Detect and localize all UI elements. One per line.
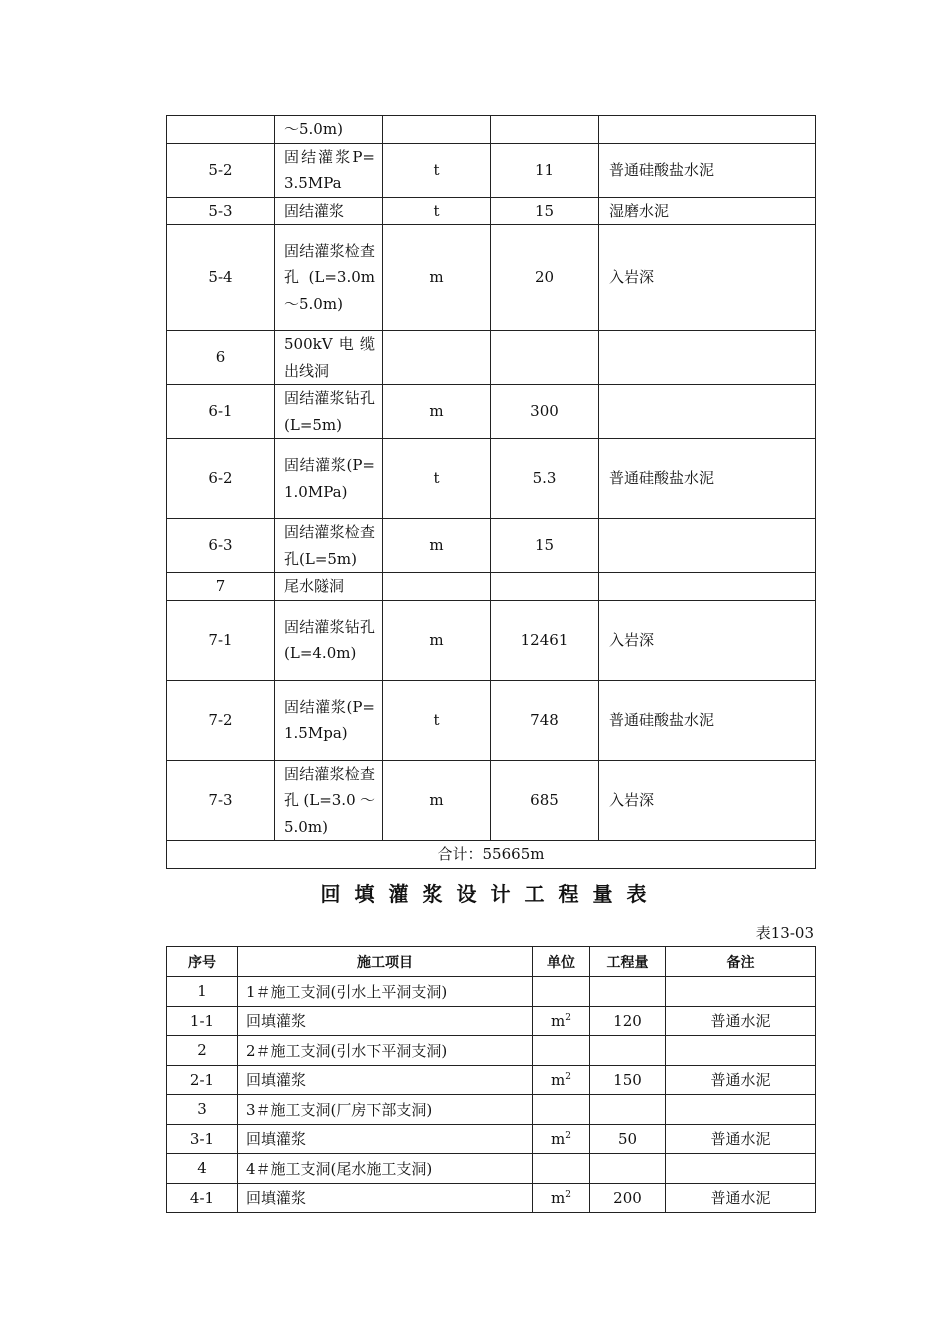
header-item: 施工项目 bbox=[238, 947, 533, 977]
cell-unit bbox=[533, 1036, 590, 1066]
header-no: 序号 bbox=[167, 947, 238, 977]
table-row bbox=[167, 1095, 816, 1125]
cell-no: 7-2 bbox=[167, 680, 275, 760]
cell-unit: m bbox=[383, 600, 491, 680]
unit-exponent: 2 bbox=[565, 1012, 571, 1023]
cell-item: 4＃施工支洞(尾水施工支洞) bbox=[238, 1154, 533, 1184]
cell-item: 回填灌浆 bbox=[238, 1065, 533, 1095]
cell-unit bbox=[533, 1124, 590, 1154]
cell-note bbox=[666, 977, 816, 1007]
table1-body bbox=[167, 116, 816, 869]
cell-item: 回填灌浆 bbox=[238, 1183, 533, 1213]
cell-item: 固结灌浆检查孔(L=3.0m～5.0m) bbox=[275, 225, 383, 331]
cell-item: 固结灌浆检查孔(L=3.0～5.0m) bbox=[275, 760, 383, 841]
unit-base: m bbox=[551, 1188, 566, 1207]
cell-item: 固结灌浆(P=1.0MPa) bbox=[275, 439, 383, 519]
cell-note bbox=[599, 519, 816, 573]
cell-qty: 5.3 bbox=[491, 439, 599, 519]
cell-note: 普通硅酸盐水泥 bbox=[599, 143, 816, 197]
cell-unit bbox=[383, 116, 491, 144]
table-row bbox=[167, 760, 816, 841]
unit-base: m bbox=[551, 1070, 566, 1089]
table-row bbox=[167, 385, 816, 439]
cell-note: 普通硅酸盐水泥 bbox=[599, 439, 816, 519]
cell-qty: 15 bbox=[491, 197, 599, 225]
cell-note: 湿磨水泥 bbox=[599, 197, 816, 225]
cell-unit bbox=[533, 1154, 590, 1184]
cell-note: 普通水泥 bbox=[666, 1006, 816, 1036]
cell-item: 固结灌浆检查孔(L=5m) bbox=[275, 519, 383, 573]
table-row bbox=[167, 439, 816, 519]
cell-item: 固结灌浆P=3.5MPa bbox=[275, 143, 383, 197]
cell-note: 普通水泥 bbox=[666, 1183, 816, 1213]
cell-item: ～5.0m) bbox=[275, 116, 383, 144]
cell-unit bbox=[533, 1006, 590, 1036]
cell-item: 1＃施工支洞(引水上平洞支洞) bbox=[238, 977, 533, 1007]
cell-unit: m bbox=[383, 225, 491, 331]
table-row bbox=[167, 519, 816, 573]
cell-unit: t bbox=[383, 680, 491, 760]
unit-exponent: 2 bbox=[565, 1130, 571, 1141]
table-row bbox=[167, 1006, 816, 1036]
cell-qty: 200 bbox=[590, 1183, 666, 1213]
cell-no: 5-2 bbox=[167, 143, 275, 197]
backfill-grouting-table bbox=[166, 946, 816, 1213]
cell-note bbox=[599, 116, 816, 144]
total-cell: 合计：55665m bbox=[167, 841, 816, 869]
table-number: 表13-03 bbox=[755, 924, 814, 942]
table-row bbox=[167, 116, 816, 144]
cell-qty: 12461 bbox=[491, 600, 599, 680]
cell-note bbox=[666, 1154, 816, 1184]
cell-unit: m bbox=[383, 385, 491, 439]
cell-no: 7 bbox=[167, 573, 275, 601]
header-unit: 单位 bbox=[533, 947, 590, 977]
cell-no: 2 bbox=[167, 1036, 238, 1066]
cell-item: 500kV电缆出线洞 bbox=[275, 331, 383, 385]
table-row bbox=[167, 331, 816, 385]
cell-no: 1-1 bbox=[167, 1006, 238, 1036]
cell-item: 回填灌浆 bbox=[238, 1124, 533, 1154]
unit-exponent: 2 bbox=[565, 1189, 571, 1200]
cell-qty bbox=[590, 1036, 666, 1066]
cell-qty: 300 bbox=[491, 385, 599, 439]
cell-no: 5-4 bbox=[167, 225, 275, 331]
cell-no: 7-1 bbox=[167, 600, 275, 680]
cell-no: 1 bbox=[167, 977, 238, 1007]
header-note: 备注 bbox=[666, 947, 816, 977]
cell-qty: 50 bbox=[590, 1124, 666, 1154]
cell-qty: 11 bbox=[491, 143, 599, 197]
table-row bbox=[167, 225, 816, 331]
cell-note bbox=[599, 331, 816, 385]
cell-item: 固结灌浆钻孔(L=4.0m) bbox=[275, 600, 383, 680]
cell-qty bbox=[590, 1154, 666, 1184]
table-row bbox=[167, 600, 816, 680]
unit-exponent: 2 bbox=[565, 1071, 571, 1082]
cell-unit bbox=[533, 1065, 590, 1095]
cell-qty bbox=[491, 331, 599, 385]
cell-note: 普通水泥 bbox=[666, 1065, 816, 1095]
cell-unit: t bbox=[383, 197, 491, 225]
cell-item: 固结灌浆 bbox=[275, 197, 383, 225]
cell-no: 6-1 bbox=[167, 385, 275, 439]
cell-unit bbox=[533, 1095, 590, 1125]
cell-note: 普通水泥 bbox=[666, 1124, 816, 1154]
cell-no: 3 bbox=[167, 1095, 238, 1125]
table-row bbox=[167, 1036, 816, 1066]
cell-qty: 20 bbox=[491, 225, 599, 331]
consolidation-grouting-table bbox=[166, 115, 816, 869]
table-row bbox=[167, 680, 816, 760]
cell-note: 入岩深 bbox=[599, 760, 816, 841]
cell-item: 固结灌浆钻孔(L=5m) bbox=[275, 385, 383, 439]
cell-qty bbox=[491, 573, 599, 601]
cell-item: 3＃施工支洞(厂房下部支洞) bbox=[238, 1095, 533, 1125]
table2-body bbox=[167, 977, 816, 1213]
cell-no: 2-1 bbox=[167, 1065, 238, 1095]
table-row bbox=[167, 1183, 816, 1213]
cell-note bbox=[599, 573, 816, 601]
cell-note: 入岩深 bbox=[599, 600, 816, 680]
cell-note: 入岩深 bbox=[599, 225, 816, 331]
cell-unit: m bbox=[383, 519, 491, 573]
header-qty: 工程量 bbox=[590, 947, 666, 977]
table-row bbox=[167, 197, 816, 225]
cell-no: 3-1 bbox=[167, 1124, 238, 1154]
table-row bbox=[167, 977, 816, 1007]
cell-qty: 748 bbox=[491, 680, 599, 760]
cell-qty: 150 bbox=[590, 1065, 666, 1095]
cell-unit: t bbox=[383, 143, 491, 197]
cell-note: 普通硅酸盐水泥 bbox=[599, 680, 816, 760]
table-row bbox=[167, 1124, 816, 1154]
cell-unit: m bbox=[383, 760, 491, 841]
cell-unit bbox=[383, 331, 491, 385]
cell-no: 4-1 bbox=[167, 1183, 238, 1213]
cell-item: 2＃施工支洞(引水下平洞支洞) bbox=[238, 1036, 533, 1066]
backfill-grouting-table-title: 回填灌浆设计工程量表 bbox=[320, 882, 661, 906]
cell-unit bbox=[533, 977, 590, 1007]
cell-note bbox=[666, 1095, 816, 1125]
cell-item: 回填灌浆 bbox=[238, 1006, 533, 1036]
table-row bbox=[167, 1065, 816, 1095]
cell-qty bbox=[590, 977, 666, 1007]
cell-qty: 685 bbox=[491, 760, 599, 841]
cell-no: 7-3 bbox=[167, 760, 275, 841]
cell-unit bbox=[383, 573, 491, 601]
cell-no: 6 bbox=[167, 331, 275, 385]
cell-item: 固结灌浆(P=1.5Mpa) bbox=[275, 680, 383, 760]
cell-qty: 120 bbox=[590, 1006, 666, 1036]
cell-no: 6-2 bbox=[167, 439, 275, 519]
cell-no: 6-3 bbox=[167, 519, 275, 573]
cell-qty bbox=[590, 1095, 666, 1125]
total-row bbox=[167, 841, 816, 869]
cell-qty: 15 bbox=[491, 519, 599, 573]
cell-no: 4 bbox=[167, 1154, 238, 1184]
table-row bbox=[167, 143, 816, 197]
cell-no: 5-3 bbox=[167, 197, 275, 225]
cell-item: 尾水隧洞 bbox=[275, 573, 383, 601]
cell-note bbox=[666, 1036, 816, 1066]
cell-unit: t bbox=[383, 439, 491, 519]
unit-base: m bbox=[551, 1129, 566, 1148]
unit-base: m bbox=[551, 1011, 566, 1030]
table2-header-row bbox=[167, 947, 816, 977]
cell-no bbox=[167, 116, 275, 144]
table-row bbox=[167, 573, 816, 601]
cell-note bbox=[599, 385, 816, 439]
cell-qty bbox=[491, 116, 599, 144]
table-row bbox=[167, 1154, 816, 1184]
cell-unit bbox=[533, 1183, 590, 1213]
